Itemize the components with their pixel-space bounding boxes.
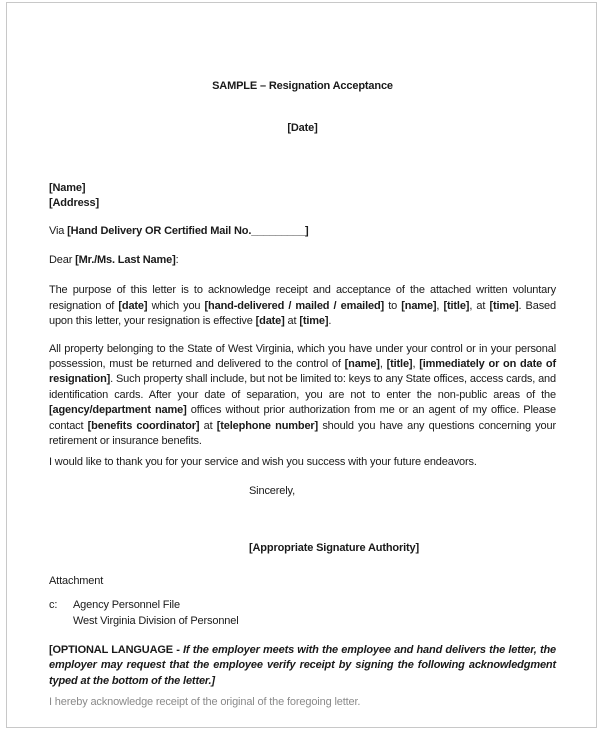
salutation-line [49,253,556,268]
text-run: at [284,315,300,328]
paragraph-thanks [49,455,556,470]
text-run: [agency/department name] [49,404,187,417]
text-run: I would like to thank you for your service and wish you success with your future endeavors. [49,455,477,468]
paragraph-purpose [49,283,556,329]
text-run: to [384,299,402,312]
date-placeholder: [Date] [287,122,318,135]
text-run: [telephone number] [216,419,319,432]
page-border [6,2,597,728]
text-run: [hand-delivered / mailed / emailed] [204,299,385,312]
text-run: , at [469,299,490,312]
cc-line-agency-personnel-file: Agency Personnel File [73,599,180,612]
closing-sincerely: Sincerely, [249,484,295,497]
text-run: [title] [443,299,470,312]
text-run: [date] [255,315,285,328]
letter-content [7,79,596,709]
text-run: , [412,358,420,371]
text-run: [Mr./Ms. Last Name] [75,254,176,267]
text-run: [title] [386,358,413,371]
text-run: If the employer meets with the employee and hand delivers the letter, the employer may request that the employee verify receipt by signing the following acknowledgment typed at the bottom of the letter.] [49,643,557,687]
attachment-label: Attachment [49,574,104,587]
signature-authority-placeholder: [Appropriate Signature Authority] [249,542,420,555]
text-run: . Such property shall include, but not be limited to: keys to any State offices, access cards, and identification cards. After your date of separation, you are not to enter the non-public areas of the [49,373,556,401]
text-run: [Hand Delivery OR Certified Mail No._________] [67,224,309,237]
text-run: at [199,419,217,432]
document-title: SAMPLE – Resignation Acceptance [212,80,393,92]
cc-recipients [73,598,239,629]
paragraph-property-return [49,342,556,450]
text-run: . Based upon this letter, your resignation is effective [49,299,556,328]
text-run: , [436,299,444,312]
cc-block [49,598,556,629]
text-run: [benefits coordinator] [87,419,200,432]
text-run: Dear [49,254,76,267]
text-run: [name] [401,299,437,312]
cutoff-line-container [49,695,556,709]
recipient-name-placeholder: [Name] [49,181,86,194]
delivery-method-line [49,224,556,239]
recipient-address-placeholder: [Address] [49,197,99,210]
text-run: which you [147,299,205,312]
text-run: offices without prior authorization from me or an agent of my office. Please contact [49,404,556,432]
cutoff-acknowledgment-line: I hereby acknowledge receipt of the original of the foregoing letter. [49,696,361,709]
text-run: Via [49,224,68,237]
text-run: : [175,254,179,267]
cc-line-wv-division-of-personnel: West Virginia Division of Personnel [73,614,239,627]
text-run: All property belonging to the State of West Virginia, which you have under your control or in your personal possession, must be returned and delivered to the control of [49,342,556,371]
text-run: The purpose of this letter is to acknowledge receipt and acceptance of the attached written voluntary resignation of [49,284,556,312]
text-run: [OPTIONAL LANGUAGE - [49,643,184,656]
text-run: [time] [489,299,519,312]
text-run: should you have any questions concerning your retirement or insurance benefits. [49,419,556,448]
text-run: [immediately or on date of resignation] [49,358,556,386]
text-run: , [379,358,387,371]
text-run: [name] [344,358,380,371]
cc-label: c: [49,599,58,612]
text-run: [time] [299,315,329,328]
text-run: . [328,315,332,328]
recipient-block [49,181,556,212]
text-run: [date] [118,299,148,312]
optional-language-note [49,643,556,689]
